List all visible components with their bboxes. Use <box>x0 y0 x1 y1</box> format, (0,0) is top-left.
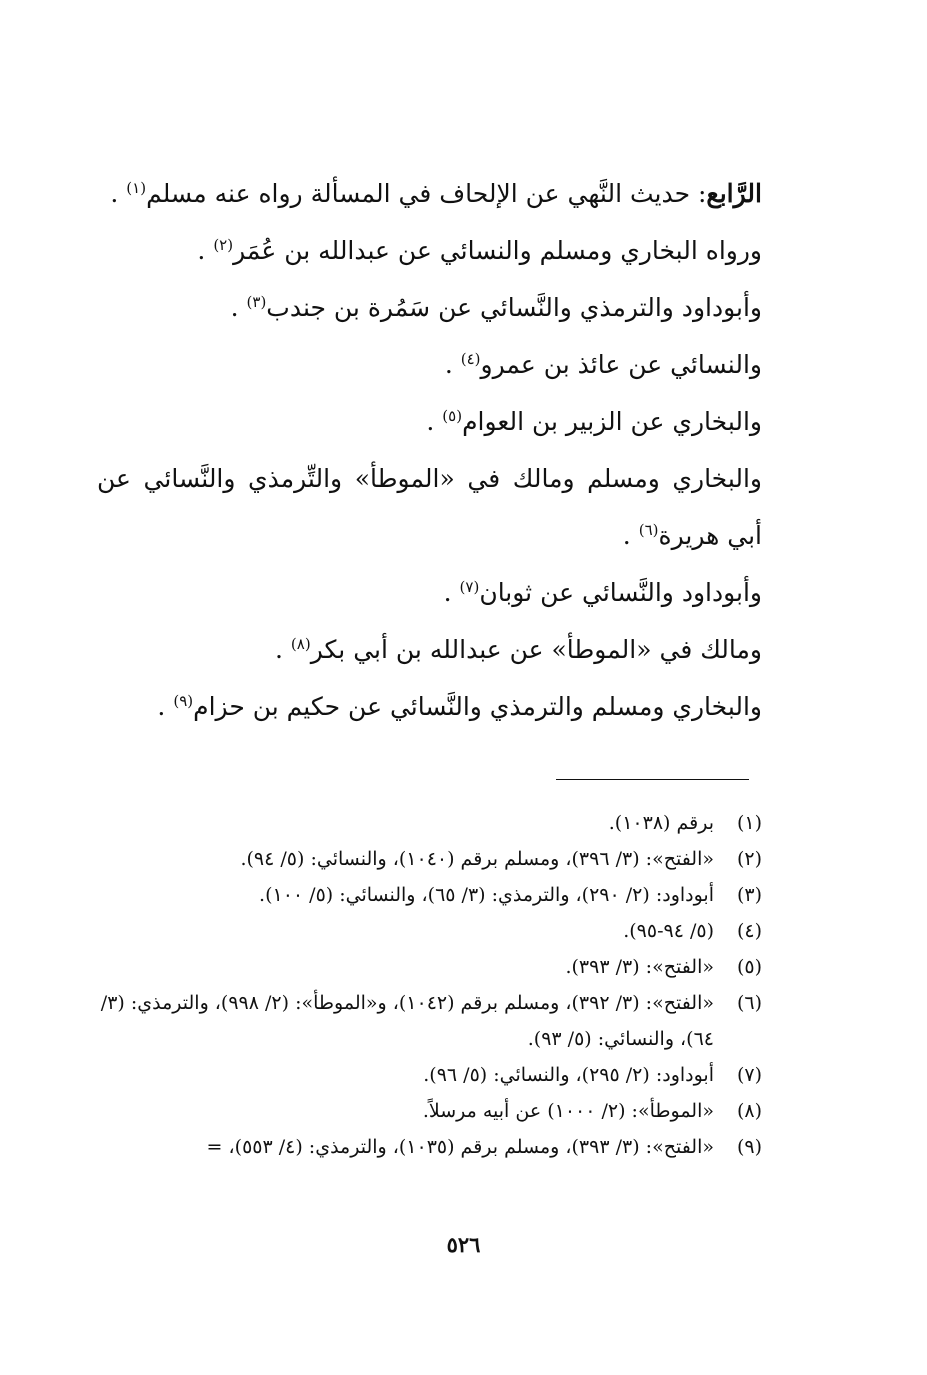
footnote-number: (١) <box>736 812 762 834</box>
footnote-text: «الفتح»: (٣/ ٣٩٣)، ومسلم برقم (١٠٣٥)، والترمذي: (٤/ ٥٥٣)، = <box>206 1136 714 1158</box>
footnote-2 <box>90 841 762 877</box>
paragraph-4 <box>97 336 762 393</box>
footnote-ref-6[interactable]: (٦) <box>638 521 659 539</box>
footnote-7 <box>90 1057 762 1093</box>
footnote-ref-9[interactable]: (٩) <box>173 692 194 710</box>
footnote-text: «الفتح»: (٣/ ٣٩٦)، ومسلم برقم (١٠٤٠)، والنسائي: (٥/ ٩٤). <box>240 848 714 870</box>
period: . <box>230 293 247 322</box>
footnote-3 <box>90 877 762 913</box>
footnote-text: (٥/ ٩٤-٩٥). <box>623 920 714 942</box>
paragraph-8-text: ومالك في «الموطأ» عن عبدالله بن أبي بكر <box>310 635 762 664</box>
footnotes <box>90 805 762 1165</box>
footnote-number: (٤) <box>736 920 762 942</box>
footnote-6 <box>90 985 762 1057</box>
period: . <box>197 236 214 265</box>
paragraph-8 <box>97 621 762 678</box>
paragraph-1 <box>97 165 762 222</box>
footnote-ref-2[interactable]: (٢) <box>213 236 234 254</box>
period: . <box>444 350 461 379</box>
paragraph-9-text: والبخاري ومسلم والترمذي والنَّسائي عن حكيم بن حزام <box>193 692 762 721</box>
footnote-ref-4[interactable]: (٤) <box>460 350 481 368</box>
footnote-text: أبوداود: (٢/ ٢٩٥)، والنسائي: (٥/ ٩٦). <box>423 1064 714 1086</box>
footnote-text: «الفتح»: (٣/ ٣٩٢)، ومسلم برقم (١٠٤٢)، و«الموطأ»: (٢/ ٩٩٨)، والترمذي: (٣/ ٦٤)، والنسائي: (٥/ ٩٣). <box>100 992 714 1050</box>
paragraph-2 <box>97 222 762 279</box>
paragraph-1-text: : حديث النَّهي عن الإلحاف في المسألة رواه عنه مسلم <box>146 179 707 208</box>
section-lead: الرَّابع <box>706 179 762 208</box>
period: . <box>275 635 291 664</box>
footnote-1 <box>90 805 762 841</box>
footnote-number: (٣) <box>736 884 762 906</box>
footnote-5 <box>90 949 762 985</box>
period: . <box>426 407 443 436</box>
footnote-ref-7[interactable]: (٧) <box>459 578 480 596</box>
footnote-9 <box>90 1129 762 1165</box>
period: . <box>443 578 460 607</box>
footnote-number: (٥) <box>736 956 762 978</box>
footnote-separator <box>556 779 749 780</box>
footnote-number: (٢) <box>736 848 762 870</box>
footnote-number: (٦) <box>736 992 762 1014</box>
footnote-number: (٨) <box>736 1100 762 1122</box>
footnote-text: برقم (١٠٣٨). <box>608 812 714 834</box>
page-number: ٥٢٦ <box>446 1232 481 1257</box>
footnote-text: «الفتح»: (٣/ ٣٩٣). <box>565 956 714 978</box>
paragraph-7 <box>97 564 762 621</box>
period: . <box>157 692 174 721</box>
paragraph-5-text: والبخاري عن الزبير بن العوام <box>462 407 762 436</box>
footnote-text: «الموطأ»: (٢/ ١٠٠٠) عن أبيه مرسلاً. <box>422 1100 714 1122</box>
footnote-4 <box>90 913 762 949</box>
paragraph-5 <box>97 393 762 450</box>
period: . <box>622 521 639 550</box>
paragraph-6 <box>97 450 762 564</box>
paragraph-4-text: والنسائي عن عائذ بن عمرو <box>480 350 762 379</box>
paragraph-6-text: والبخاري ومسلم ومالك في «الموطأ» والتِّرمذي والنَّسائي عن أبي هريرة <box>97 464 762 550</box>
paragraph-2-text: ورواه البخاري ومسلم والنسائي عن عبدالله بن عُمَر <box>233 236 762 265</box>
main-text <box>97 165 762 735</box>
footnote-number: (٩) <box>736 1136 762 1158</box>
period: . <box>110 179 127 208</box>
footnote-number: (٧) <box>736 1064 762 1086</box>
paragraph-7-text: وأبوداود والنَّسائي عن ثوبان <box>479 578 762 607</box>
footnote-text: أبوداود: (٢/ ٢٩٠)، والترمذي: (٣/ ٦٥)، والنسائي: (٥/ ١٠٠). <box>259 884 714 906</box>
footnote-ref-3[interactable]: (٣) <box>246 293 267 311</box>
footnote-ref-8[interactable]: (٨) <box>290 635 311 653</box>
paragraph-3 <box>97 279 762 336</box>
footnote-ref-5[interactable]: (٥) <box>442 407 463 425</box>
footnote-ref-1[interactable]: (١) <box>126 179 147 197</box>
footnote-8 <box>90 1093 762 1129</box>
paragraph-9 <box>97 678 762 735</box>
paragraph-3-text: وأبوداود والترمذي والنَّسائي عن سَمُرة بن جندب <box>266 293 762 322</box>
